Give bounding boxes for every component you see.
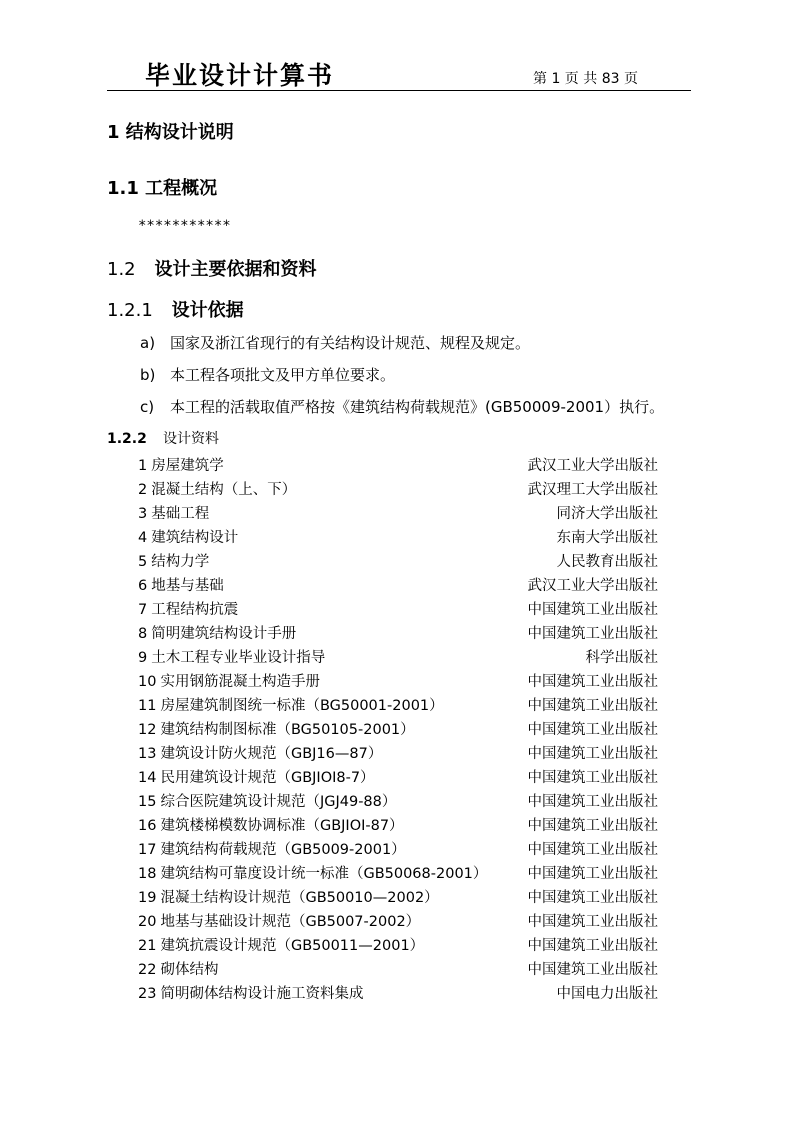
reference-title: 建筑结构制图标准（BG50105-2001） <box>160 722 415 738</box>
reference-number: 1 <box>138 458 148 474</box>
reference-title: 混凝土结构设计规范（GB50010—2002） <box>160 890 439 906</box>
reference-publisher: 武汉理工大学出版社 <box>527 482 658 498</box>
reference-publisher: 中国建筑工业出版社 <box>527 674 658 690</box>
reference-publisher: 中国建筑工业出版社 <box>527 722 658 738</box>
reference-title: 综合医院建筑设计规范（JGJ49-88） <box>160 794 397 810</box>
reference-title: 砌体结构 <box>160 962 219 978</box>
reference-title: 简明砌体结构设计施工资料集成 <box>160 986 364 1002</box>
item-text: 国家及浙江省现行的有关结构设计规范、规程及规定。 <box>170 334 531 352</box>
reference-item <box>138 670 658 694</box>
item-letter: b) <box>140 366 156 384</box>
reference-number: 14 <box>138 770 157 786</box>
reference-item <box>138 550 658 574</box>
reference-title: 房屋建筑制图统一标准（BG50001-2001） <box>160 698 444 714</box>
reference-publisher: 中国建筑工业出版社 <box>527 770 658 786</box>
reference-title: 民用建筑设计规范（GBJIOI8-7） <box>160 770 375 786</box>
design-basis-item <box>140 364 395 385</box>
reference-number: 4 <box>138 530 148 546</box>
reference-title: 建筑楼梯模数协调标准（GBJIOI-87） <box>160 818 404 834</box>
reference-publisher: 中国建筑工业出版社 <box>527 794 658 810</box>
reference-number: 10 <box>138 674 157 690</box>
section-heading-1-2-1 <box>107 296 244 322</box>
reference-item <box>138 502 658 526</box>
reference-publisher: 中国建筑工业出版社 <box>527 914 658 930</box>
reference-publisher: 中国建筑工业出版社 <box>527 866 658 882</box>
item-text: 本工程的活载取值严格按《建筑结构荷载规范》(GB50009-2001）执行。 <box>170 398 665 416</box>
reference-number: 12 <box>138 722 157 738</box>
reference-number: 23 <box>138 986 157 1002</box>
page-indicator: 第 1 页 共 83 页 <box>533 71 638 87</box>
reference-number: 21 <box>138 938 157 954</box>
item-letter: c) <box>140 398 155 416</box>
reference-number: 15 <box>138 794 157 810</box>
reference-item <box>138 958 658 982</box>
reference-publisher: 中国建筑工业出版社 <box>527 842 658 858</box>
reference-item <box>138 526 658 550</box>
reference-item <box>138 982 658 1006</box>
reference-title: 混凝土结构（上、下） <box>151 482 297 498</box>
section-number: 1.2.2 <box>107 431 147 447</box>
reference-publisher: 武汉工业大学出版社 <box>527 458 658 474</box>
reference-publisher: 中国建筑工业出版社 <box>527 746 658 762</box>
reference-title: 建筑结构可靠度设计统一标准（GB50068-2001） <box>160 866 488 882</box>
reference-title: 地基与基础设计规范（GB5007-2002） <box>160 914 421 930</box>
reference-title: 简明建筑结构设计手册 <box>151 626 297 642</box>
reference-number: 22 <box>138 962 157 978</box>
reference-publisher: 中国电力出版社 <box>556 986 658 1002</box>
design-basis-item <box>140 396 664 417</box>
design-basis-item <box>140 332 530 353</box>
section-heading-1-2 <box>107 255 316 281</box>
reference-number: 3 <box>138 506 148 522</box>
reference-number: 18 <box>138 866 157 882</box>
reference-list <box>138 454 658 1006</box>
reference-title: 土木工程专业毕业设计指导 <box>151 650 326 666</box>
reference-publisher: 东南大学出版社 <box>556 530 658 546</box>
reference-item <box>138 862 658 886</box>
reference-title: 工程结构抗震 <box>151 602 239 618</box>
reference-title: 实用钢筋混凝土构造手册 <box>160 674 320 690</box>
reference-title: 建筑设计防火规范（GBJ16—87） <box>160 746 383 762</box>
section-number: 1.2 <box>107 259 136 280</box>
reference-item <box>138 454 658 478</box>
reference-item <box>138 478 658 502</box>
reference-publisher: 中国建筑工业出版社 <box>527 890 658 906</box>
reference-publisher: 人民教育出版社 <box>556 554 658 570</box>
reference-publisher: 中国建筑工业出版社 <box>527 938 658 954</box>
section-title: 设计依据 <box>171 300 244 321</box>
reference-publisher: 中国建筑工业出版社 <box>527 962 658 978</box>
reference-number: 19 <box>138 890 157 906</box>
item-text: 本工程各项批文及甲方单位要求。 <box>170 366 396 384</box>
reference-number: 13 <box>138 746 157 762</box>
reference-item <box>138 886 658 910</box>
reference-item <box>138 622 658 646</box>
reference-publisher: 中国建筑工业出版社 <box>527 818 658 834</box>
reference-number: 8 <box>138 626 148 642</box>
reference-number: 7 <box>138 602 148 618</box>
reference-item <box>138 910 658 934</box>
reference-item <box>138 694 658 718</box>
section-heading-1: 1 结构设计说明 <box>107 122 234 143</box>
reference-title: 结构力学 <box>151 554 210 570</box>
reference-publisher: 中国建筑工业出版社 <box>527 626 658 642</box>
reference-item <box>138 718 658 742</box>
reference-title: 建筑抗震设计规范（GB50011—2001） <box>160 938 425 954</box>
reference-publisher: 中国建筑工业出版社 <box>527 602 658 618</box>
reference-publisher: 中国建筑工业出版社 <box>527 698 658 714</box>
header-divider <box>107 90 691 91</box>
item-letter: a) <box>140 334 156 352</box>
reference-title: 基础工程 <box>151 506 210 522</box>
reference-title: 地基与基础 <box>151 578 224 594</box>
header-title: 毕业设计计算书 <box>145 61 335 90</box>
reference-number: 5 <box>138 554 148 570</box>
section-heading-1-2-2 <box>107 428 219 448</box>
section-number: 1.2.1 <box>107 300 153 321</box>
section-title: 设计主要依据和资料 <box>154 259 317 280</box>
reference-number: 17 <box>138 842 157 858</box>
reference-number: 11 <box>138 698 157 714</box>
reference-number: 9 <box>138 650 148 666</box>
reference-number: 2 <box>138 482 148 498</box>
reference-number: 6 <box>138 578 148 594</box>
reference-title: 房屋建筑学 <box>151 458 224 474</box>
reference-item <box>138 646 658 670</box>
project-overview-placeholder: *********** <box>138 218 231 234</box>
reference-item <box>138 574 658 598</box>
reference-publisher: 科学出版社 <box>585 650 658 666</box>
reference-item <box>138 814 658 838</box>
reference-item <box>138 766 658 790</box>
reference-number: 16 <box>138 818 157 834</box>
reference-publisher: 武汉工业大学出版社 <box>527 578 658 594</box>
section-title: 设计资料 <box>163 431 219 447</box>
reference-item <box>138 742 658 766</box>
section-heading-1-1: 1.1 工程概况 <box>107 178 218 199</box>
reference-item <box>138 790 658 814</box>
reference-item <box>138 598 658 622</box>
reference-item <box>138 838 658 862</box>
reference-item <box>138 934 658 958</box>
reference-publisher: 同济大学出版社 <box>556 506 658 522</box>
reference-title: 建筑结构设计 <box>151 530 239 546</box>
reference-number: 20 <box>138 914 157 930</box>
reference-title: 建筑结构荷载规范（GB5009-2001） <box>160 842 406 858</box>
